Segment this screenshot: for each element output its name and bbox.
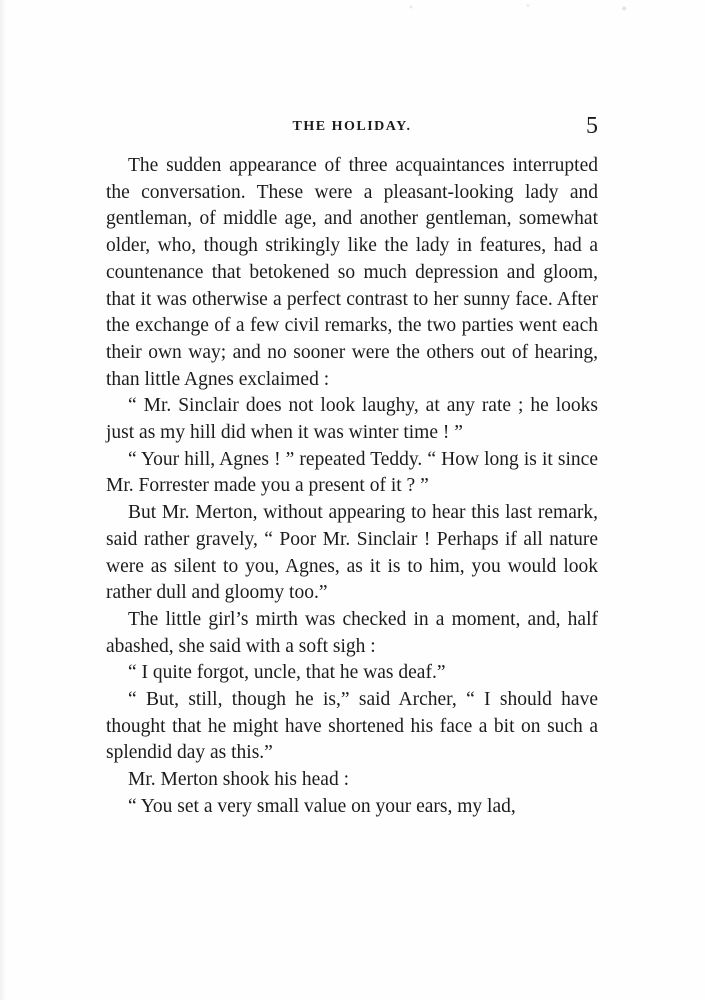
paragraph: Mr. Merton shook his head : <box>128 769 349 791</box>
page-header <box>106 113 598 141</box>
paragraph: “ But, still, though he is,” said Archer, “ I should have thought that he might have shortened his face a bit on such a splendid day as this.” <box>106 689 598 764</box>
page-number: 5 <box>586 113 598 139</box>
paragraph: “ Mr. Sinclair does not look laughy, at any rate ; he looks just as my hill did when it was winter time ! ” <box>106 395 598 444</box>
page-edge-shadow <box>0 0 6 1000</box>
paragraph: The sudden appearance of three acquaintances interrupted the conversation. These were a pleasant-looking lady and gentleman, of middle age, and another gentleman, somewhat older, who, though strikingly like the lady in features, had a countenance that betokened so much depression and gloom, that it was otherwise a perfect contrast to her sunny face. After the exchange of a few civil remarks, the two parties went each their own way; and no sooner were the others out of hearing, than little Agnes exclaimed : <box>106 155 598 390</box>
paragraph: “ You set a very small value on your ears, my lad, <box>128 795 516 817</box>
paragraph: The little girl’s mirth was checked in a moment, and, half abashed, she said with a soft sigh : <box>106 608 598 657</box>
paragraph: “ I quite forgot, uncle, that he was deaf.” <box>128 662 446 684</box>
paragraph: “ Your hill, Agnes ! ” repeated Teddy. “ How long is it since Mr. Forrester made you a present of it ? ” <box>106 448 598 497</box>
scan-specks <box>385 0 645 14</box>
running-head: THE HOLIDAY. <box>292 119 412 134</box>
paragraph: But Mr. Merton, without appearing to hear this last remark, said rather gravely, “ Poor Mr. Sinclair ! Perhaps if all nature were as silent to you, Agnes, as it is to him, you would look rather dull and gloomy too.” <box>106 502 598 604</box>
body-text <box>106 153 598 821</box>
